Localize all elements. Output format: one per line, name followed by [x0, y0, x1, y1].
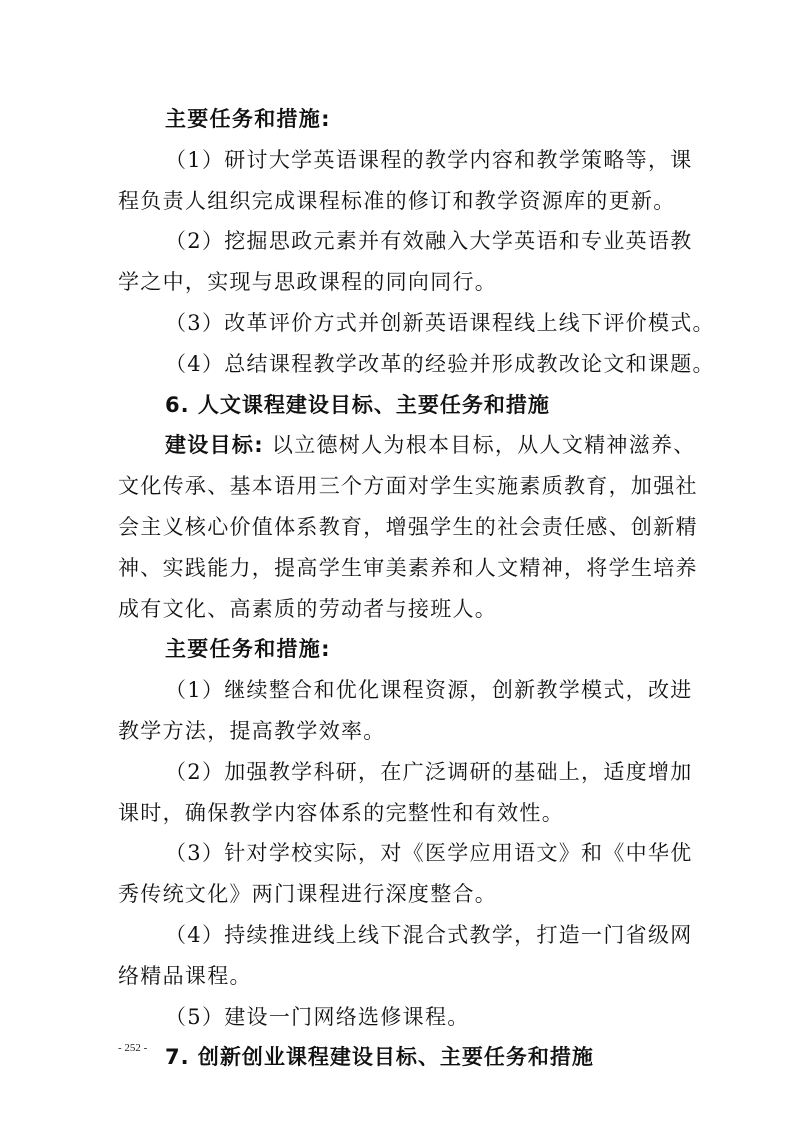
paragraph-line: （4）持续推进线上线下混合式教学，打造一门省级网 [165, 923, 693, 947]
paragraph-line: （2）挖掘思政元素并有效融入大学英语和专业英语教 [165, 229, 693, 253]
paragraph-line: 程负责人组织完成课程标准的修订和教学资源库的更新。 [118, 189, 676, 213]
paragraph-line: 课时，确保教学内容体系的完整性和有效性。 [118, 801, 564, 825]
paragraph-line: 学之中，实现与思政课程的同向同行。 [118, 270, 498, 294]
section-heading-6: 6. 人文课程建设目标、主要任务和措施 [165, 393, 550, 417]
page-number: - 252 - [118, 1042, 148, 1054]
construction-goal-text: 以立德树人为根本目标，从人文精神滋养、 [271, 433, 696, 457]
paragraph-line: （4）总结课程教学改革的经验并形成教改论文和课题。 [165, 352, 715, 376]
paragraph-line: （5）建设一门网络选修课程。 [165, 1005, 470, 1029]
paragraph-line: （2）加强教学科研，在广泛调研的基础上，适度增加 [165, 760, 693, 784]
paragraph-line: （1）研讨大学英语课程的教学内容和教学策略等，课 [165, 148, 693, 172]
section-label-main-tasks: 主要任务和措施: [165, 107, 331, 131]
paragraph-line: （1）继续整合和优化课程资源，创新教学模式，改进 [165, 678, 693, 702]
paragraph-line: 教学方法，提高教学效率。 [118, 719, 386, 743]
paragraph-line: 秀传统文化》两门课程进行深度整合。 [118, 882, 498, 906]
section-label-main-tasks: 主要任务和措施: [165, 637, 331, 661]
paragraph-line: 神、实践能力，提高学生审美素养和人文精神，将学生培养 [118, 556, 698, 580]
paragraph-line: 成有文化、高素质的劳动者与接班人。 [118, 597, 498, 621]
paragraph-line: （3）针对学校实际，对《医学应用语文》和《中华优 [165, 841, 693, 865]
construction-goal-label: 建设目标: [165, 433, 264, 457]
section-heading-7: 7. 创新创业课程建设目标、主要任务和措施 [165, 1045, 594, 1069]
paragraph-line [165, 430, 696, 460]
paragraph-line: 络精品课程。 [118, 964, 252, 988]
paragraph-line: 会主义核心价值体系教育，增强学生的社会责任感、创新精 [118, 515, 698, 539]
paragraph-line: （3）改革评价方式并创新英语课程线上线下评价模式。 [165, 311, 715, 335]
paragraph-line: 文化传承、基本语用三个方面对学生实施素质教育，加强社 [118, 474, 698, 498]
